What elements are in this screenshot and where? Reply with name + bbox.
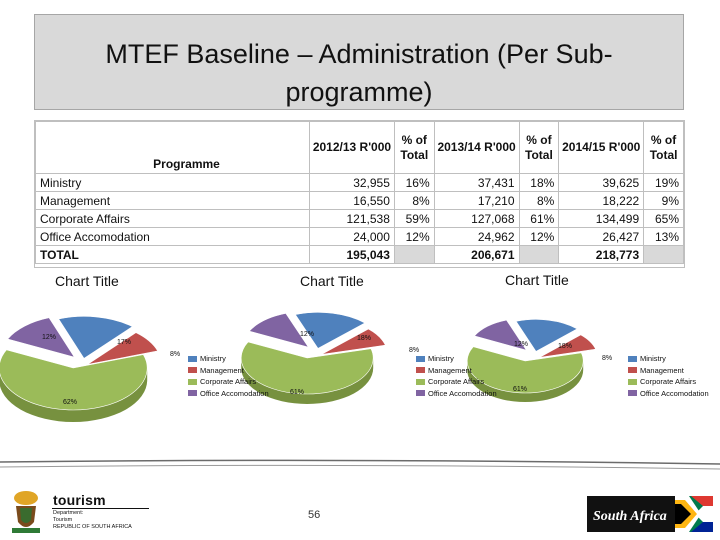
legend-item: Office Accomodation [188,388,269,400]
pie-data-label: 12% [300,331,315,338]
row-label: Management [36,192,310,210]
pie-data-label: 61% [513,386,528,393]
table-cell: 19% [644,174,684,192]
table-cell: 16% [394,174,434,192]
table-cell: 121,538 [310,210,395,228]
table-cell: 39,625 [559,174,644,192]
tourism-logo [4,488,154,538]
table-cell: 16,550 [310,192,395,210]
table-cell: 218,773 [559,246,644,264]
table-cell: 59% [394,210,434,228]
table-cell: 17,210 [434,192,519,210]
table-cell: 127,068 [434,210,519,228]
table-cell: 195,043 [310,246,395,264]
legend-2012 [188,353,269,399]
table-cell: 13% [644,228,684,246]
table-cell: 134,499 [559,210,644,228]
legend-swatch [416,367,425,373]
legend-item: Corporate Affairs [416,376,497,388]
table-cell: 37,431 [434,174,519,192]
col-header-2014: 2014/15 R'000 [559,122,644,174]
pie-data-label: 17% [117,339,132,346]
col-header-pct-2012: % of Total [394,122,434,174]
table-cell: 65% [644,210,684,228]
pie-data-label: 8% [409,347,420,354]
pie-data-label: 18% [558,343,573,350]
legend-item: Management [628,365,709,377]
table-cell: 8% [394,192,434,210]
table-cell: 18% [519,174,559,192]
legend-item: Ministry [416,353,497,365]
col-header-pct-2013: % of Total [519,122,559,174]
table-cell: 12% [394,228,434,246]
legend-swatch [188,367,197,373]
tourism-wordmark: tourism [53,492,106,508]
dept-label: Department: Tourism REPUBLIC OF SOUTH AFRICA [53,510,132,530]
footer-divider [0,458,720,472]
legend-swatch [416,356,425,362]
legend-swatch [628,356,637,362]
table-cell: 12% [519,228,559,246]
chart-title-2012: Chart Title [55,273,119,289]
legend-swatch [188,379,197,385]
col-header-2012: 2012/13 R'000 [310,122,395,174]
row-label: Ministry [36,174,310,192]
col-header-2013: 2013/14 R'000 [434,122,519,174]
col-header-pct-2014: % of Total [644,122,684,174]
row-label: Corporate Affairs [36,210,310,228]
legend-swatch [628,390,637,396]
legend-2014 [628,353,709,399]
chart-title-2014: Chart Title [505,272,569,288]
legend-item: Ministry [628,353,709,365]
pie-data-label: 61% [290,389,305,396]
table-cell: 61% [519,210,559,228]
south-africa-logo [585,494,715,534]
legend-swatch [628,379,637,385]
legend-swatch [628,367,637,373]
legend-swatch [416,390,425,396]
pie-data-label: 8% [170,351,181,358]
table-cell: 18,222 [559,192,644,210]
table-cell: 24,000 [310,228,395,246]
table-cell: 206,671 [434,246,519,264]
chart-title-2013: Chart Title [300,273,364,289]
legend-swatch [188,356,197,362]
row-label: Office Accomodation [36,228,310,246]
legend-item: Management [188,365,269,377]
legend-swatch [188,390,197,396]
table-cell: 8% [519,192,559,210]
legend-item: Ministry [188,353,269,365]
pie-data-label: 12% [514,341,529,348]
pie-data-label: 18% [357,335,372,342]
legend-item: Corporate Affairs [628,376,709,388]
table-cell: 32,955 [310,174,395,192]
row-label: TOTAL [36,246,310,264]
table-cell: 26,427 [559,228,644,246]
page-number: 56 [308,509,321,521]
legend-swatch [416,379,425,385]
pie-data-label: 8% [602,355,613,362]
legend-item: Corporate Affairs [188,376,269,388]
table-cell: 24,962 [434,228,519,246]
legend-2013 [416,353,497,399]
table-cell: 9% [644,192,684,210]
slide-title: MTEF Baseline – Administration (Per Sub-programme) [105,39,613,107]
legend-item: Management [416,365,497,377]
pie-data-label: 12% [42,334,57,341]
legend-item: Office Accomodation [416,388,497,400]
col-header-programme: Programme [36,122,310,174]
legend-item: Office Accomodation [628,388,709,400]
logo-rule [52,508,149,509]
coat-of-arms-icon [4,488,48,536]
pie-data-label: 62% [63,399,78,406]
south-africa-wordmark: South Africa [593,509,667,524]
